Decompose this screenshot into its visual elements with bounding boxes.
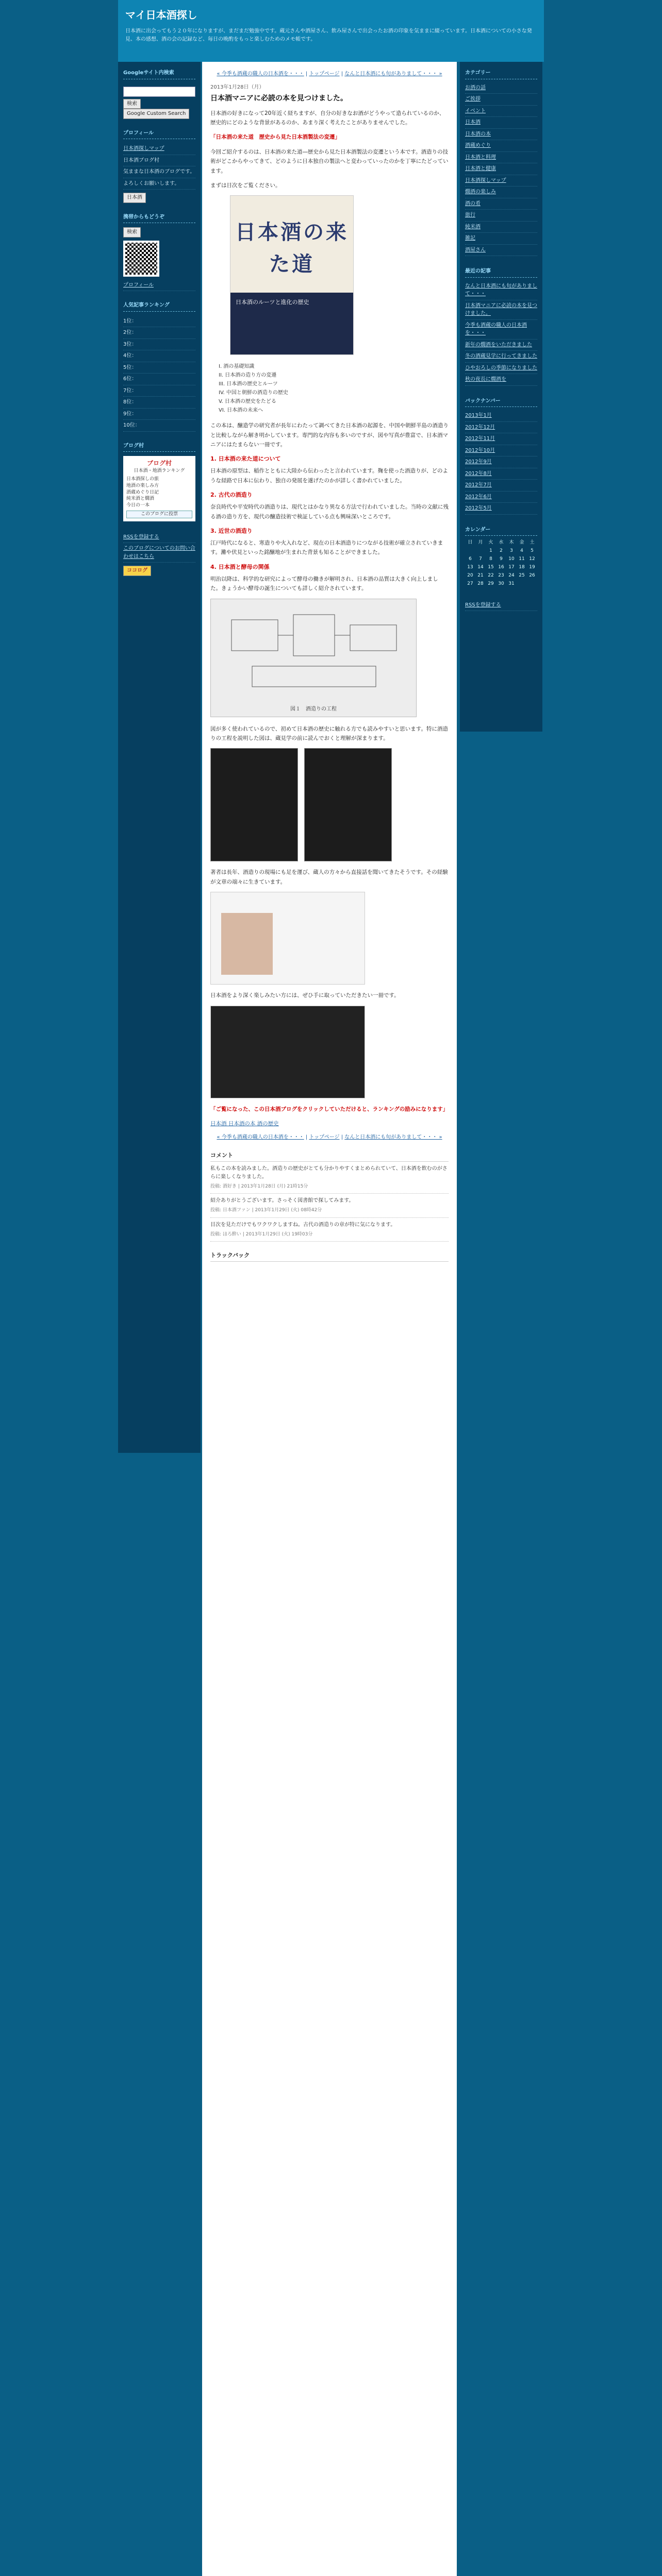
calendar-week-row <box>465 580 537 588</box>
ranking-item[interactable]: 7位： <box>123 385 195 397</box>
category-item[interactable]: 雑記 <box>465 233 537 245</box>
toc-item: VI. 日本酒の未来へ <box>219 408 263 414</box>
main-content <box>202 62 457 2576</box>
ranking-item[interactable]: 3位： <box>123 339 195 351</box>
comment-item <box>210 1194 449 1217</box>
post-nav-bottom: « 今季も酒蔵の職人の日本酒を・・・ | トップページ | なんと日本酒にも旬がありまして・・・ » <box>217 1134 442 1141</box>
top-page-link-2[interactable]: トップページ <box>309 1134 340 1141</box>
category-item[interactable]: 旅行 <box>465 210 537 222</box>
category-item[interactable]: 日本酒 <box>465 117 537 129</box>
profile-line: 気ままな日本酒のブログです。 <box>123 166 195 178</box>
rss-link[interactable]: RSSを登録する <box>123 532 195 544</box>
comment-text: 目次を見ただけでもワクワクしますね。古代の酒造りの章が特に気になります。 <box>210 1222 396 1228</box>
recent-item[interactable]: 冬の酒蔵見学に行ってきました <box>465 351 537 363</box>
blogmura-box <box>123 442 195 521</box>
section-heading: 1. 日本酒の来た道について <box>210 455 281 463</box>
calendar-table <box>465 539 537 588</box>
ranking-item[interactable]: 4位： <box>123 350 195 362</box>
recent-item[interactable]: 日本酒マニアに必読の本を見つけました。 <box>465 300 537 320</box>
ranking-box <box>123 301 195 432</box>
post-paragraph: 奈良時代や平安時代の酒造りは、現代とはかなり異なる方法で行われていました。当時の文献に残る酒の造り方を、現代の醸造技術で検証している点も興味深いところです。 <box>210 504 449 520</box>
calendar-day-header: 金 <box>519 540 524 545</box>
profile-box <box>123 129 195 203</box>
calendar-day[interactable]: 4 <box>520 548 523 553</box>
calendar-week-row <box>465 572 537 580</box>
comment-item <box>210 1162 449 1194</box>
search-input[interactable] <box>123 87 195 97</box>
banner-item[interactable]: 酒蔵めぐり日記 <box>126 489 159 495</box>
calendar-week-row <box>465 564 537 572</box>
backnumber-item[interactable]: 2012年8月 <box>465 468 537 480</box>
calendar-day[interactable] <box>517 580 527 588</box>
calendar-day[interactable]: 30 <box>498 581 504 586</box>
category-item[interactable]: 日本酒の本 <box>465 129 537 141</box>
calendar-day[interactable]: 14 <box>477 564 484 570</box>
calendar-box <box>465 526 537 588</box>
toc-item: IV. 中国と朝鮮の酒造りの歴史 <box>219 390 288 396</box>
backnumber-item[interactable]: 2012年10月 <box>465 445 537 457</box>
category-item[interactable]: 酒蔵めぐり <box>465 140 537 152</box>
author-profile-image[interactable] <box>210 892 365 985</box>
profile-link-2[interactable]: プロフィール <box>123 280 195 292</box>
recent-item[interactable]: 新年の燗酒をいただきました <box>465 340 537 351</box>
calendar-day[interactable]: 3 <box>510 548 513 553</box>
banner-item[interactable]: 今日の一本 <box>126 502 150 508</box>
post-paragraph: 日本酒の好きになって20年近く経ちますが、自分の好きなお酒がどうやって造られているのか、歴史的にどのような背景があるのか、あまり深く考えたことがありませんでした。 <box>210 110 445 126</box>
ranking-item[interactable]: 8位： <box>123 397 195 409</box>
recent-item[interactable]: なんと日本酒にも旬がありまして・・・ <box>465 281 537 300</box>
toc-item: II. 日本酒の造り方の変遷 <box>219 372 277 379</box>
calendar-header-row <box>465 539 537 547</box>
calendar-day[interactable]: 10 <box>508 556 515 562</box>
ranking-item[interactable]: 6位： <box>123 374 195 385</box>
calendar-title: カレンダー <box>465 526 537 536</box>
photo-label-image[interactable] <box>304 748 392 861</box>
post-paragraph: 明治以降は、科学的な研究によって酵母の働きが解明され、日本酒の品質は大きく向上しました。きょうかい酵母の誕生についても詳しく紹介されています。 <box>210 575 438 592</box>
toc-item: V. 日本酒の歴史をたどる <box>219 399 276 405</box>
category-item[interactable]: 酒屋さん <box>465 245 537 257</box>
backnumber-item[interactable]: 2012年7月 <box>465 480 537 492</box>
calendar-day[interactable]: 31 <box>508 581 515 586</box>
book-cover-obi: 日本酒のルーツと進化の歴史 <box>230 293 353 354</box>
banner-vote-button[interactable]: このブログに投票 <box>126 511 192 518</box>
category-item[interactable]: 日本酒と料理 <box>465 152 537 164</box>
post-paragraph: 江戸時代になると、寒造りや火入れなど、現在の日本酒造りにつながる技術が確立されていきます。灘や伏見といった銘醸地が生まれた背景も知ることができました。 <box>210 540 443 556</box>
calendar-week-row <box>465 555 537 564</box>
category-item[interactable]: 日本酒探しマップ <box>465 175 537 187</box>
calendar-day[interactable]: 2 <box>500 548 503 553</box>
cocolog-button[interactable]: ココログ <box>123 566 151 576</box>
post-nav-top: « 今季も酒蔵の職人の日本酒を・・・ | トップページ | なんと日本酒にも旬がありまして・・・ » <box>217 71 442 77</box>
calendar-day[interactable]: 19 <box>529 564 535 570</box>
backnumber-item[interactable]: 2012年9月 <box>465 456 537 468</box>
photo-pair <box>210 748 449 861</box>
comment-item <box>210 1218 449 1242</box>
table-of-contents <box>219 362 449 415</box>
ranking-title: 人気記事ランキング <box>123 301 195 312</box>
prev-post-link-2[interactable]: « 今季も酒蔵の職人の日本酒を・・・ <box>217 1134 304 1141</box>
post-paragraph: 日本酒の原型は、稲作とともに大陸から伝わったと言われています。麹を使った酒造りが、どのような経路で日本に伝わり、独自の発展を遂げたのかが詳しく書かれていました。 <box>210 468 449 484</box>
backnumber-item[interactable]: 2013年1月 <box>465 410 537 422</box>
section-heading: 2. 古代の酒造り <box>210 492 253 499</box>
calendar-day[interactable]: 24 <box>508 572 515 578</box>
backnumber-item[interactable]: 2012年11月 <box>465 433 537 445</box>
category-item[interactable]: イベント <box>465 106 537 117</box>
calendar-day[interactable]: 25 <box>519 572 525 578</box>
calendar-day[interactable]: 26 <box>529 572 535 578</box>
post-paragraph: 今回ご紹介するのは、日本酒の来た道―歴史から見た日本酒製法の変遷という本です。酒造りの技術がどこからやってきて、どのように日本独自の製法へと変わっていったのかを丁寧にたどっています。 <box>210 148 449 174</box>
diagram-caption: 図１ 酒造りの工程 <box>290 706 337 713</box>
recent-item[interactable]: 秋の夜長に燗酒を <box>465 374 537 386</box>
backnumber-item[interactable]: 2012年5月 <box>465 503 537 515</box>
calendar-day[interactable]: 23 <box>498 572 504 578</box>
calendar-day[interactable]: 27 <box>467 581 473 586</box>
post-title[interactable]: 日本酒マニアに必読の本を見つけました。 <box>210 94 347 103</box>
category-item[interactable]: 純米酒 <box>465 222 537 233</box>
qr-code-icon <box>123 241 159 277</box>
mobile-title: 携帯からもどうぞ <box>123 213 195 224</box>
post-paragraph: 図が多く使われているので、初めて日本酒の歴史に触れる方でも読みやすいと思います。特に酒造りの工程を説明した図は、蔵見学の前に読んでおくと理解が深まります。 <box>210 725 448 741</box>
prev-post-link[interactable]: « 今季も酒蔵の職人の日本酒を・・・ <box>217 71 304 77</box>
category-box <box>465 69 537 256</box>
comments-title: コメント <box>210 1151 449 1162</box>
backnumber-item[interactable]: 2012年12月 <box>465 422 537 434</box>
banner-brand: ブログ村 <box>146 460 172 467</box>
calendar-day[interactable]: 7 <box>479 556 482 562</box>
calendar-day[interactable]: 5 <box>531 548 534 553</box>
calendar-week-row <box>465 547 537 555</box>
calendar-day[interactable]: 9 <box>500 556 503 562</box>
category-title: カテゴリー <box>465 69 537 79</box>
recent-box <box>465 267 537 386</box>
section-heading: 3. 近世の酒造り <box>210 528 253 535</box>
process-diagram-image[interactable] <box>210 599 417 717</box>
recent-item[interactable]: 今季も酒蔵の職人の日本酒を・・・ <box>465 320 537 340</box>
calendar-day[interactable] <box>527 580 537 588</box>
blog-description: 日本酒に出会ってもう２０年になりますが、まだまだ勉強中です。蔵元さんや酒屋さん、飲み屋さんで出会ったお酒の印象を気ままに綴っています。日本酒についての小さな発見、本の感想、酒の会の記録など、毎日の晩酌をもっと楽しむためのメモ帳です。 <box>125 28 532 42</box>
recipe-card-image[interactable] <box>210 1006 365 1098</box>
next-post-link-2[interactable]: なんと日本酒にも旬がありまして・・・ » <box>344 1134 442 1141</box>
left-sidebar <box>118 62 201 1453</box>
mobile-button[interactable]: 検索 <box>123 227 141 238</box>
right-sidebar <box>460 62 542 732</box>
category-item[interactable]: お酒の話 <box>465 82 537 94</box>
calendar-day[interactable]: 1 <box>489 548 492 553</box>
comment-text: 私もこの本を読みました。酒造りの歴史がとても分かりやすくまとめられていて、日本酒を飲むのがさらに楽しくなりました。 <box>210 1165 448 1180</box>
profile-line: 日本酒ブログ村 <box>123 155 195 167</box>
post-paragraph: この本は、醸造学の研究者が長年にわたって調べてきた日本酒の起源を、中国や朝鮮半島の酒造りと比較しながら解き明かしています。専門的な内容も多いのですが、図や写真が豊富で、日本酒マニアにはたまらない一冊です。 <box>210 422 449 448</box>
calendar-day[interactable]: 8 <box>489 556 492 562</box>
rss-link-right[interactable]: RSSを登録する <box>465 600 537 612</box>
contact-link[interactable]: このブログについてのお問い合わせはこちら <box>123 543 195 563</box>
search-title: Googleサイト内検索 <box>123 69 195 79</box>
backnumber-item[interactable]: 2012年6月 <box>465 492 537 503</box>
banner-item[interactable]: 日本酒探しの旅 <box>126 477 159 482</box>
calendar-day-header: 日 <box>468 540 473 545</box>
profile-title: プロフィール <box>123 129 195 140</box>
recent-title: 最近の記事 <box>465 267 537 278</box>
comment-text: 紹介ありがとうございます。さっそく図書館で探してみます。 <box>210 1198 354 1204</box>
post-tags[interactable]: 日本酒 日本酒の本 酒の歴史 <box>210 1120 279 1127</box>
calendar-day[interactable]: 15 <box>488 564 494 570</box>
diagram-drawing <box>211 599 416 702</box>
comment-meta: 投稿: 日本酒ファン | 2013年1月29日 (火) 08時42分 <box>210 1208 322 1213</box>
top-page-link[interactable]: トップページ <box>309 71 340 77</box>
calendar-day[interactable]: 11 <box>519 556 525 562</box>
calendar-day[interactable]: 6 <box>469 556 472 562</box>
mobile-box <box>123 213 195 292</box>
recent-item[interactable]: ひやおろしの季節になりました <box>465 363 537 375</box>
search-box <box>123 69 195 119</box>
blog-title[interactable]: マイ日本酒探し <box>125 9 197 21</box>
author-photo <box>221 913 273 975</box>
calendar-day-header: 火 <box>488 540 493 545</box>
book-cover-title: 日本酒の来た道 <box>235 220 349 277</box>
trackback-title: トラックバック <box>210 1251 449 1262</box>
blogmura-banner[interactable] <box>123 456 195 521</box>
category-item[interactable]: 酒の肴 <box>465 198 537 210</box>
post-paragraph: まずは目次をご覧ください。 <box>210 182 281 189</box>
calendar-day[interactable]: 13 <box>467 564 473 570</box>
book-title-highlight[interactable]: 「日本酒の来た道 歴史から見た日本酒製法の変遷」 <box>210 134 340 141</box>
calendar-day[interactable]: 17 <box>508 564 515 570</box>
post-paragraph: 著者は長年、酒造りの現場にも足を運び、蔵人の方々から直接話を聞いてきたそうです。その経験が文章の端々に生きています。 <box>210 869 448 885</box>
backnumber-box <box>465 397 537 515</box>
calendar-day[interactable]: 20 <box>467 572 473 578</box>
comment-meta: 投稿: ほろ酔い | 2013年1月29日 (火) 19時03分 <box>210 1231 313 1237</box>
blogmura-title: ブログ村 <box>123 442 195 452</box>
calendar-day[interactable]: 21 <box>477 572 484 578</box>
section-heading: 4. 日本酒と酵母の関係 <box>210 563 270 570</box>
post-date: 2013年1月28日（月） <box>210 84 264 90</box>
profile-link[interactable]: 日本酒探しマップ <box>123 143 195 155</box>
calendar-day-header: 木 <box>509 540 514 545</box>
banner-sub: 日本酒・地酒ランキング <box>134 468 185 473</box>
search-button[interactable]: 検索 <box>123 99 141 109</box>
calendar-day[interactable]: 12 <box>529 556 535 562</box>
photo-bottle-image[interactable] <box>210 748 298 861</box>
rss-box <box>123 532 195 576</box>
calendar-day-header: 土 <box>529 540 535 545</box>
calendar-day[interactable]: 28 <box>477 581 484 586</box>
post-paragraph: 日本酒をより深く楽しみたい方には、ぜひ手に取っていただきたい一冊です。 <box>210 992 400 999</box>
category-item[interactable]: 日本酒と健康 <box>465 163 537 175</box>
calendar-day[interactable]: 18 <box>519 564 525 570</box>
ranking-item[interactable]: 9位： <box>123 409 195 420</box>
comment-meta: 投稿: 酒好き | 2013年1月28日 (月) 21時15分 <box>210 1183 308 1189</box>
calendar-day-header: 月 <box>478 540 483 545</box>
ranking-item[interactable]: 2位： <box>123 327 195 339</box>
category-item[interactable]: 燗酒の楽しみ <box>465 187 537 198</box>
ranking-item[interactable]: 10位： <box>123 420 195 432</box>
profile-button[interactable]: 日本酒 <box>123 193 146 203</box>
ranking-request-link[interactable]: 「ご覧になった、この日本酒ブログをクリックしていただけると、ランキングの励みになります」 <box>210 1106 449 1112</box>
ranking-item[interactable]: 5位： <box>123 362 195 374</box>
banner-item[interactable]: 地酒の楽しみ方 <box>126 483 159 488</box>
calendar-day[interactable]: 22 <box>488 572 494 578</box>
toc-item: I. 酒の基礎知識 <box>219 364 255 370</box>
calendar-day[interactable]: 16 <box>498 564 504 570</box>
backnumber-title: バックナンバー <box>465 397 537 408</box>
next-post-link[interactable]: なんと日本酒にも旬がありまして・・・ » <box>344 71 442 77</box>
calendar-day[interactable] <box>475 547 486 555</box>
profile-line: よろしくお願いします。 <box>123 178 195 190</box>
category-item[interactable]: ご挨拶 <box>465 94 537 106</box>
toc-item: III. 日本酒の歴史とルーツ <box>219 381 278 387</box>
closing-link-para <box>210 1105 449 1114</box>
google-search-label: Google Custom Search <box>123 109 189 119</box>
ranking-item[interactable]: 1位： <box>123 316 195 328</box>
banner-item[interactable]: 純米酒と燗酒 <box>126 496 155 502</box>
calendar-day-header: 水 <box>499 540 504 545</box>
blog-header <box>118 0 544 62</box>
calendar-day[interactable] <box>465 547 475 555</box>
book-cover-image[interactable] <box>230 195 354 355</box>
calendar-day[interactable]: 29 <box>488 581 494 586</box>
post-paragraph <box>210 132 449 142</box>
